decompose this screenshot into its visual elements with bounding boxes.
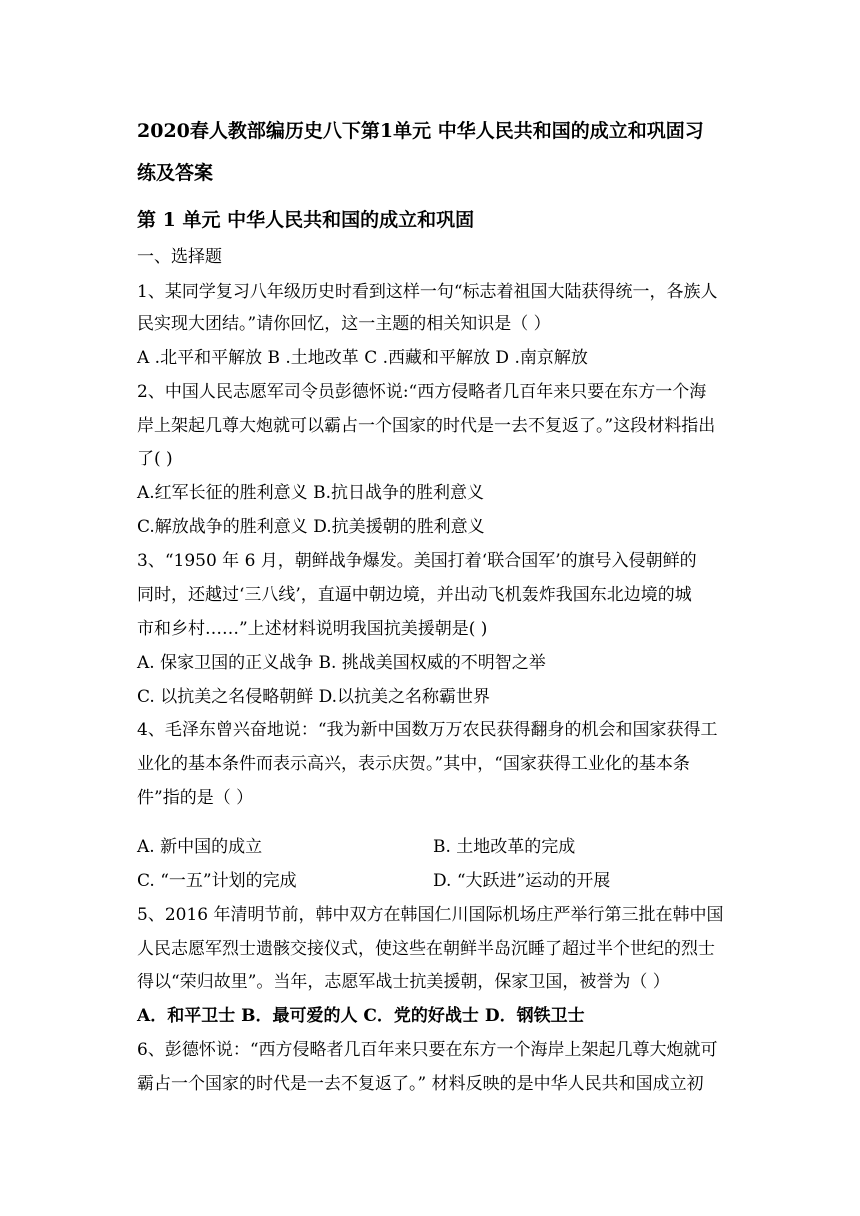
- question-4-line-2: 业化的基本条件而表示高兴，表示庆贺。”其中，“国家获得工业化的基本条: [137, 754, 690, 774]
- question-4-option-d: D. “大跃进”运动的开展: [433, 871, 611, 891]
- question-3-line-1: 3、“1950 年 6 月，朝鲜战争爆发。美国打着‘联合国军’的旗号入侵朝鲜的: [137, 551, 697, 571]
- question-2-line-3: 了( ): [137, 449, 173, 469]
- question-2-options-2: C.解放战争的胜利意义 D.抗美援朝的胜利意义: [137, 517, 485, 537]
- section-heading: 一、选择题: [137, 247, 222, 267]
- question-2-line-1: 2、中国人民志愿军司令员彭德怀说:“西方侵略者几百年来只要在东方一个海: [137, 382, 707, 402]
- document-title-line-2: 练及答案: [137, 162, 214, 184]
- question-4-option-c: C. “一五”计划的完成: [137, 871, 297, 891]
- question-5-line-2: 人民志愿军烈士遗骸交接仪式，使这些在朝鲜半岛沉睡了超过半个世纪的烈士: [137, 939, 715, 959]
- question-3-line-3: 市和乡村……”上述材料说明我国抗美援朝是( ): [137, 619, 488, 639]
- question-6-line-1: 6、彭德怀说：“西方侵略者几百年来只要在东方一个海岸上架起几尊大炮就可: [137, 1040, 718, 1060]
- question-4-line-3: 件”指的是（ ）: [137, 788, 254, 808]
- question-2-options-1: A.红军长征的胜利意义 B.抗日战争的胜利意义: [137, 483, 484, 503]
- question-5-line-1: 5、2016 年清明节前，韩中双方在韩国仁川国际机场庄严举行第三批在韩中国: [137, 905, 724, 925]
- question-4-option-a: A. 新中国的成立: [137, 837, 263, 857]
- document-title-line-1: 2020春人教部编历史八下第1单元 中华人民共和国的成立和巩固习: [137, 120, 704, 142]
- unit-heading: 第 1 单元 中华人民共和国的成立和巩固: [137, 209, 475, 231]
- question-2-line-2: 岸上架起几尊大炮就可以霸占一个国家的时代是一去不复返了。”这段材料指出: [137, 416, 716, 436]
- question-5-options: A．和平卫士 B．最可爱的人 C．党的好战士 D．钢铁卫士: [137, 1006, 585, 1026]
- question-3-options-2: C. 以抗美之名侵略朝鲜 D.以抗美之名称霸世界: [137, 687, 491, 707]
- question-4-option-b: B. 土地改革的完成: [433, 837, 576, 857]
- question-6-line-2: 霸占一个国家的时代是一去不复返了。” 材料反映的是中华人民共和国成立初: [137, 1074, 704, 1094]
- question-1-line-1: 1、某同学复习八年级历史时看到这样一句“标志着祖国大陆获得统一，各族人: [137, 282, 718, 302]
- question-1-line-2: 民实现大团结。”请你回忆，这一主题的相关知识是（ ）: [137, 314, 551, 334]
- question-3-line-2: 同时，还越过‘三八线’，直逼中朝边境，并出动飞机轰炸我国东北边境的城: [137, 585, 692, 605]
- question-3-options-1: A. 保家卫国的正义战争 B. 挑战美国权威的不明智之举: [137, 653, 546, 673]
- question-1-options: A .北平和平解放 B .土地改革 C .西藏和平解放 D .南京解放: [137, 348, 588, 368]
- question-5-line-3: 得以“荣归故里”。当年，志愿军战士抗美援朝，保家卫国，被誉为（ ）: [137, 972, 670, 992]
- question-4-line-1: 4、毛泽东曾兴奋地说：“我为新中国数万万农民获得翻身的机会和国家获得工: [137, 720, 718, 740]
